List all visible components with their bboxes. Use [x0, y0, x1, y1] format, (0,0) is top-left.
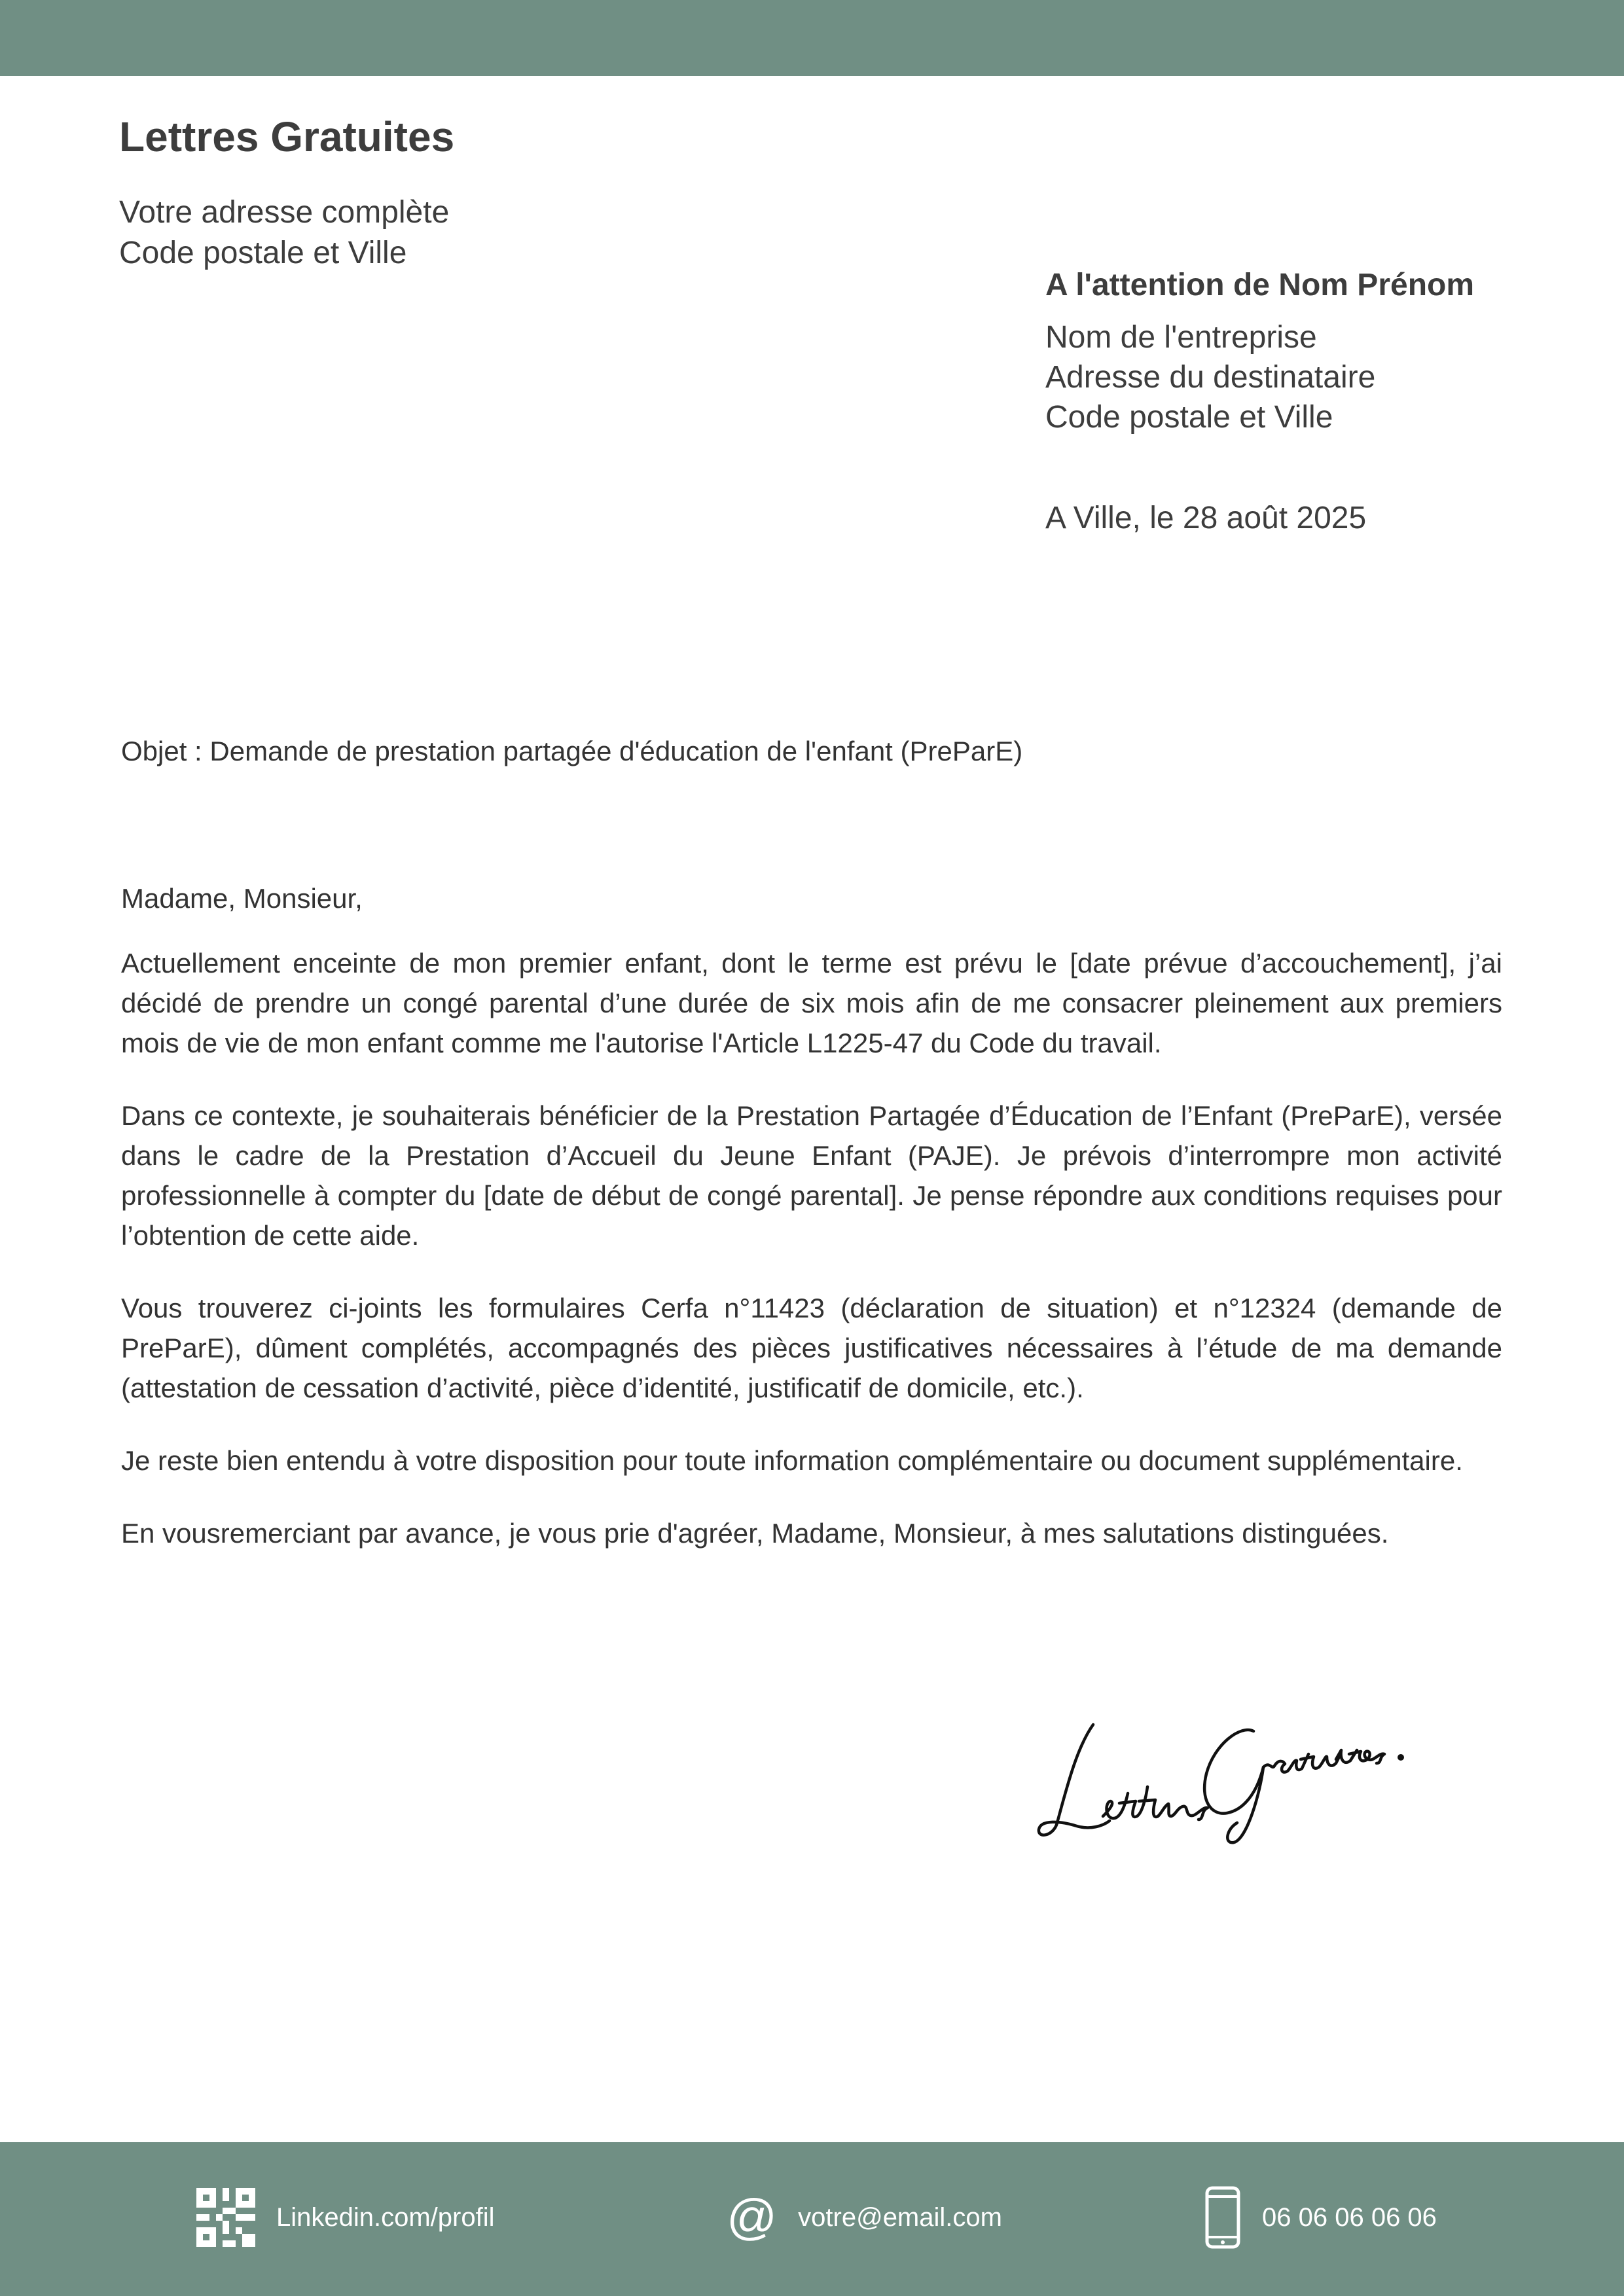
phone-text: 06 06 06 06 06 [1262, 2202, 1437, 2232]
header-band [0, 0, 1624, 76]
salutation: Madame, Monsieur, [121, 883, 363, 914]
body-paragraph: Actuellement enceinte de mon premier enfant, dont le terme est prévu le [date prévue d’accouchement], j’ai décidé de prendre un congé parental d’une durée de six mois afin de me consacrer pleinement aux premiers mois de vie de mon enfant comme me l'autorise l'Article L1225-47 du Code du travail. [121, 948, 1502, 1058]
subject-line: Objet : Demande de prestation partagée d'éducation de l'enfant (PreParE) [121, 736, 1023, 766]
sender-address-block [119, 192, 449, 274]
handwritten-signature [1031, 1682, 1424, 1852]
footer-linkedin[interactable] [196, 2185, 495, 2250]
recipient-company: Nom de l'entreprise [1045, 320, 1317, 355]
letter-body [121, 878, 1502, 1586]
sender-city: Code postale et Ville [119, 236, 407, 270]
date-line: A Ville, le 28 août 2025 [1045, 501, 1367, 535]
sender-name: Lettres Gratuites [119, 113, 455, 160]
body-paragraph: En vousremerciant par avance, je vous prie d'agréer, Madame, Monsieur, à mes salutations distinguées. [121, 1518, 1389, 1549]
footer-phone[interactable] [1204, 2185, 1437, 2250]
linkedin-text: Linkedin.com/profil [276, 2202, 495, 2232]
recipient-attention: A l'attention de Nom Prénom [1045, 268, 1475, 302]
recipient-city: Code postale et Ville [1045, 400, 1333, 435]
recipient-address: Adresse du destinataire [1045, 360, 1376, 395]
at-sign-icon: @ [727, 2189, 778, 2245]
qr-code-icon [196, 2188, 255, 2247]
recipient-block [1045, 267, 1474, 437]
sender-address: Votre adresse complète [119, 195, 450, 230]
mobile-phone-icon [1204, 2186, 1241, 2249]
body-paragraph: Dans ce contexte, je souhaiterais bénéficier de la Prestation Partagée d’Éducation de l’Enfant (PreParE), versée dans le cadre de la Prestation d’Accueil du Jeune Enfant (PAJE). Je prévois d’interrompre mon activité professionnelle à compter du [date de début de congé parental]. Je pense répondre aux conditions requises pour l’obtention de cette aide. [121, 1100, 1502, 1251]
body-paragraph: Vous trouverez ci-joints les formulaires Cerfa n°11423 (déclaration de situation) et n°12324 (demande de PreParE), dûment complétés, accompagnés des pièces justificatives nécessaires à l’étude de ma demande (attestation de cessation d’activité, pièce d’identité, justificatif de domicile, etc.). [121, 1293, 1502, 1403]
body-paragraph: Je reste bien entendu à votre disposition pour toute information complémentaire ou document supplémentaire. [121, 1445, 1463, 1476]
email-text: votre@email.com [798, 2202, 1002, 2232]
footer-email[interactable] [727, 2185, 1002, 2250]
